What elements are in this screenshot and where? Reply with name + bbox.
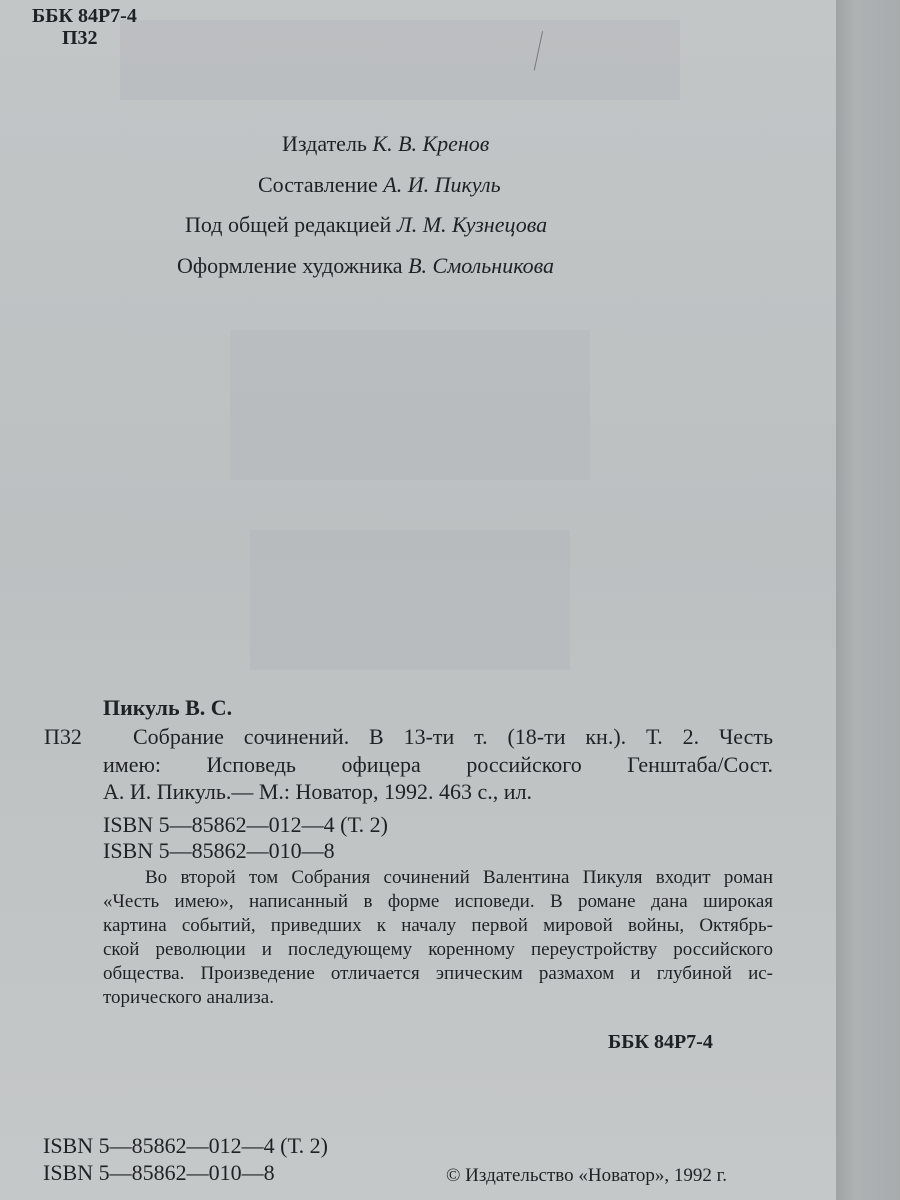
show-through-texture — [120, 20, 680, 100]
catalog-line: имею: Исповедь офицера российского Генштаба/Сост. — [103, 752, 773, 777]
footer-isbn: ISBN 5—85862—012—4 (Т. 2) — [43, 1133, 329, 1158]
credit-role: Составление — [258, 172, 378, 197]
credit-designer — [177, 253, 554, 279]
catalog-isbn: ISBN 5—85862—010—8 — [103, 838, 335, 863]
bbk-code: ББК 84Р7-4 — [32, 5, 137, 27]
author-mark: П32 — [62, 27, 98, 49]
credit-role: Издатель — [282, 131, 367, 156]
catalog-description-line: Во второй том Собрания сочинений Валентина Пикуля входит роман — [145, 867, 773, 888]
catalog-description-line: картина событий, приведших к началу первой мировой войны, Октябрь- — [103, 915, 773, 936]
footer-isbn: ISBN 5—85862—010—8 — [43, 1160, 275, 1185]
credit-publisher — [282, 131, 489, 157]
show-through-texture — [230, 330, 590, 480]
catalog-description-line: «Честь имею», написанный в форме исповеди. В романе дана широкая — [103, 891, 773, 912]
show-through-texture — [250, 530, 570, 670]
credit-role: Оформление художника — [177, 253, 403, 278]
catalog-line: А. И. Пикуль.— М.: Новатор, 1992. 463 с., ил. — [103, 779, 533, 804]
catalog-description-line: ской революции и последующему коренному переустройству российского — [103, 939, 773, 960]
credit-name: А. И. Пикуль — [383, 172, 501, 197]
credit-role: Под общей редакцией — [185, 212, 392, 237]
credit-name: К. В. Кренов — [372, 131, 490, 156]
catalog-author-mark: П32 — [44, 724, 82, 749]
copyright-notice: © Издательство «Новатор», 1992 г. — [446, 1165, 727, 1186]
credit-name: В. Смольникова — [408, 253, 555, 278]
adjacent-page-edge — [836, 0, 900, 1200]
catalog-description-line: торического анализа. — [103, 987, 274, 1008]
catalog-author-heading: Пикуль В. С. — [103, 695, 233, 720]
catalog-isbn: ISBN 5—85862—012—4 (Т. 2) — [103, 812, 389, 837]
credit-editor — [185, 212, 547, 238]
catalog-description-line: общества. Произведение отличается эпическим размахом и глубиной ис- — [103, 963, 773, 984]
credit-name: Л. М. Кузнецова — [396, 212, 548, 237]
credit-compiler — [258, 172, 501, 198]
catalog-bbk-code: ББК 84Р7-4 — [608, 1031, 713, 1053]
catalog-line: Собрание сочинений. В 13-ти т. (18-ти кн.). Т. 2. Честь — [133, 724, 773, 749]
